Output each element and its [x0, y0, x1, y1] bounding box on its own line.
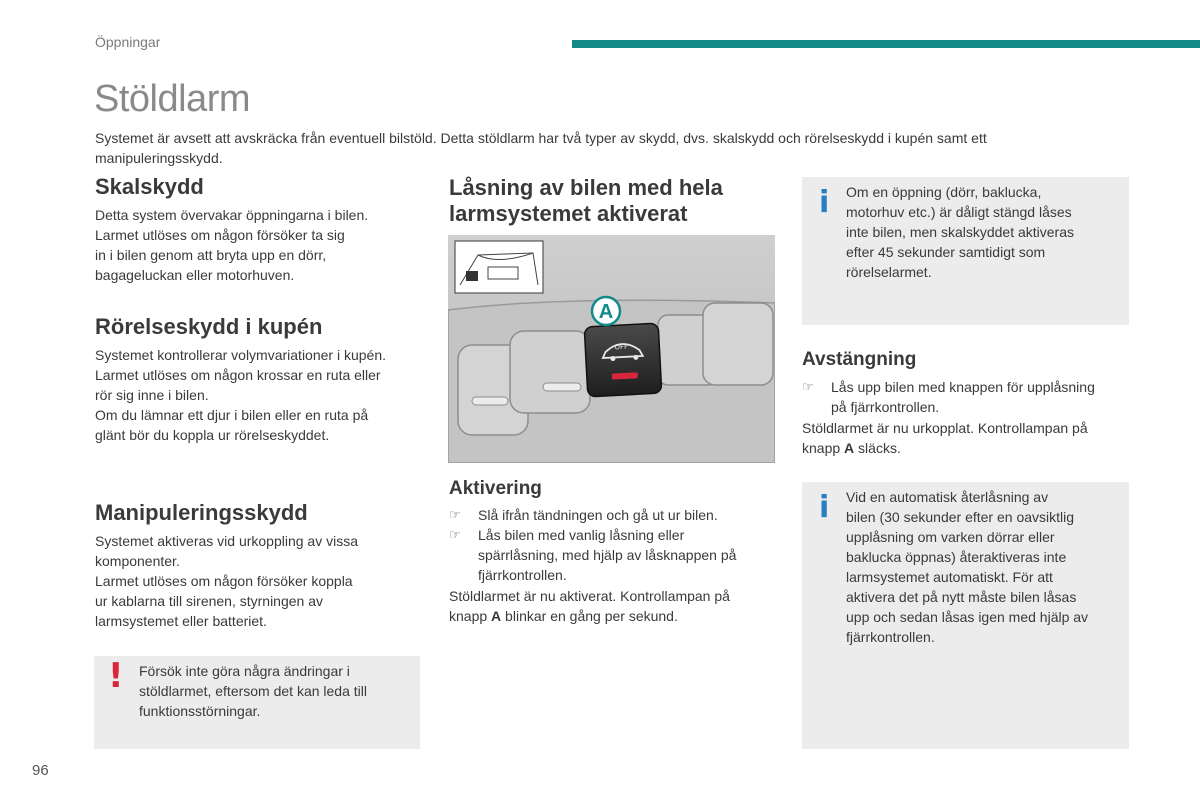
header-accent-bar: [572, 40, 1200, 48]
text-line: Systemet kontrollerar volymvariationer i kupén.: [95, 347, 387, 363]
text-line: baklucka öppnas) återaktiveras inte: [846, 549, 1067, 565]
text-line: larmsystemet automatiskt. För att: [846, 569, 1053, 585]
heading-avstangning: Avstängning: [802, 349, 917, 370]
text-line: Stöldlarmet är nu urkopplat. Kontrollampan på: [802, 420, 1088, 436]
list-item: [802, 377, 1132, 417]
button-reference-a: A: [491, 608, 502, 624]
text-line: larmsystemet eller batteriet.: [95, 613, 267, 629]
text-line: Om du lämnar ett djur i bilen eller en ruta på: [95, 407, 369, 423]
list-item: [449, 525, 779, 585]
skalskydd-text: [95, 205, 415, 285]
heading-rorelseskydd: Rörelseskydd i kupén: [95, 314, 323, 339]
text-line: in i bilen genom att bryta upp en dörr,: [95, 247, 327, 263]
text-line: bilen (30 sekunder efter en oavsiktlig: [846, 509, 1075, 525]
info-icon: i: [819, 490, 830, 525]
info-icon: i: [819, 185, 830, 220]
text-line: funktionsstörningar.: [139, 703, 261, 719]
pointing-hand-icon: ☞: [449, 507, 461, 522]
text-line: komponenter.: [95, 553, 180, 569]
warning-box: [94, 656, 420, 749]
heading-lasning: [449, 175, 769, 227]
text-line: rör sig inne i bilen.: [95, 387, 209, 403]
text-line: Systemet aktiveras vid urkoppling av vissa: [95, 533, 358, 549]
text-span: blinkar en gång per sekund.: [501, 608, 678, 624]
text-line: Larmet utlöses om någon försöker ta sig: [95, 227, 345, 243]
text-span: knapp: [449, 608, 492, 624]
text-line: upplåsning om varken dörrar eller: [846, 529, 1055, 545]
text-line: fjärrkontrollen.: [478, 567, 567, 583]
text-line: inte bilen, men skalskyddet aktiveras: [846, 224, 1074, 240]
text-line: Lås bilen med vanlig låsning eller: [478, 527, 685, 543]
callout-label-a: A: [598, 301, 614, 323]
pointing-hand-icon: ☞: [802, 379, 814, 394]
info-box-1: [802, 177, 1129, 325]
pointing-hand-icon: ☞: [449, 527, 461, 542]
text-line: Lås upp bilen med knappen för upplåsning: [831, 379, 1095, 395]
aktivering-steps: [449, 505, 779, 585]
dashboard-illustration: [448, 235, 775, 463]
warning-exclamation-icon: !: [108, 656, 124, 696]
intro-paragraph: Systemet är avsett att avskräcka från eventuell bilstöld. Detta stöldlarm har två typer av skydd, dvs. skalskydd och rörelseskydd i kupén samt ett manipuleringsskydd.: [95, 130, 987, 166]
text-line: efter 45 sekunder samtidigt som: [846, 244, 1046, 260]
heading-manipuleringsskydd: Manipuleringsskydd: [95, 500, 308, 525]
list-item: [449, 505, 779, 525]
text-line: Försök inte göra några ändringar i: [139, 663, 350, 679]
rorelseskydd-text: [95, 345, 425, 445]
heading-line: Låsning av bilen med hela: [449, 175, 723, 200]
text-line: spärrlåsning, med hjälp av låsknappen på: [478, 547, 737, 563]
text-line: rörelselarmet.: [846, 264, 932, 280]
heading-aktivering: Aktivering: [449, 478, 542, 499]
text-span: släcks.: [854, 440, 901, 456]
text-line: motorhuv etc.) är dåligt stängd låses: [846, 204, 1072, 220]
text-line: Larmet utlöses om någon försöker koppla: [95, 573, 353, 589]
alarm-button-illustration: [448, 235, 775, 463]
text-line: Slå ifrån tändningen och gå ut ur bilen.: [478, 507, 718, 523]
text-line: fjärrkontrollen.: [846, 629, 935, 645]
text-span: knapp: [802, 440, 845, 456]
warning-text: [139, 661, 409, 721]
manipuleringsskydd-text: [95, 531, 415, 631]
text-line: ur kablarna till sirenen, styrningen av: [95, 593, 324, 609]
text-line: aktivera det på nytt måste bilen låsas: [846, 589, 1077, 605]
text-line: Larmet utlöses om någon krossar en ruta eller: [95, 367, 381, 383]
button-off-label: OFF: [614, 342, 629, 352]
page-title: Stöldlarm: [94, 78, 250, 120]
avstangning-result: [802, 418, 1132, 458]
text-line: glänt bör du koppla ur rörelseskyddet.: [95, 427, 330, 443]
section-label: Öppningar: [95, 34, 161, 50]
text-line: på fjärrkontrollen.: [831, 399, 940, 415]
button-reference-a: A: [844, 440, 855, 456]
info-box-2-text: [846, 487, 1124, 647]
text-line: stöldlarmet, eftersom det kan leda till: [139, 683, 367, 699]
page-number: 96: [32, 762, 49, 779]
text-line: Stöldlarmet är nu aktiverat. Kontrollampan på: [449, 588, 730, 604]
heading-skalskydd: Skalskydd: [95, 174, 204, 199]
text-line: Om en öppning (dörr, baklucka,: [846, 184, 1042, 200]
text-line: [449, 606, 779, 626]
heading-line: larmsystemet aktiverat: [449, 201, 688, 226]
text-line: upp och sedan låsas igen med hjälp av: [846, 609, 1089, 625]
text-line: bagageluckan eller motorhuven.: [95, 267, 295, 283]
text-line: Vid en automatisk återlåsning av: [846, 489, 1049, 505]
text-line: [802, 438, 1132, 458]
info-box-2: [802, 482, 1129, 749]
avstangning-steps: [802, 377, 1132, 417]
info-box-1-text: [846, 182, 1121, 282]
aktivering-result: [449, 586, 779, 626]
text-line: Detta system övervakar öppningarna i bilen.: [95, 207, 369, 223]
